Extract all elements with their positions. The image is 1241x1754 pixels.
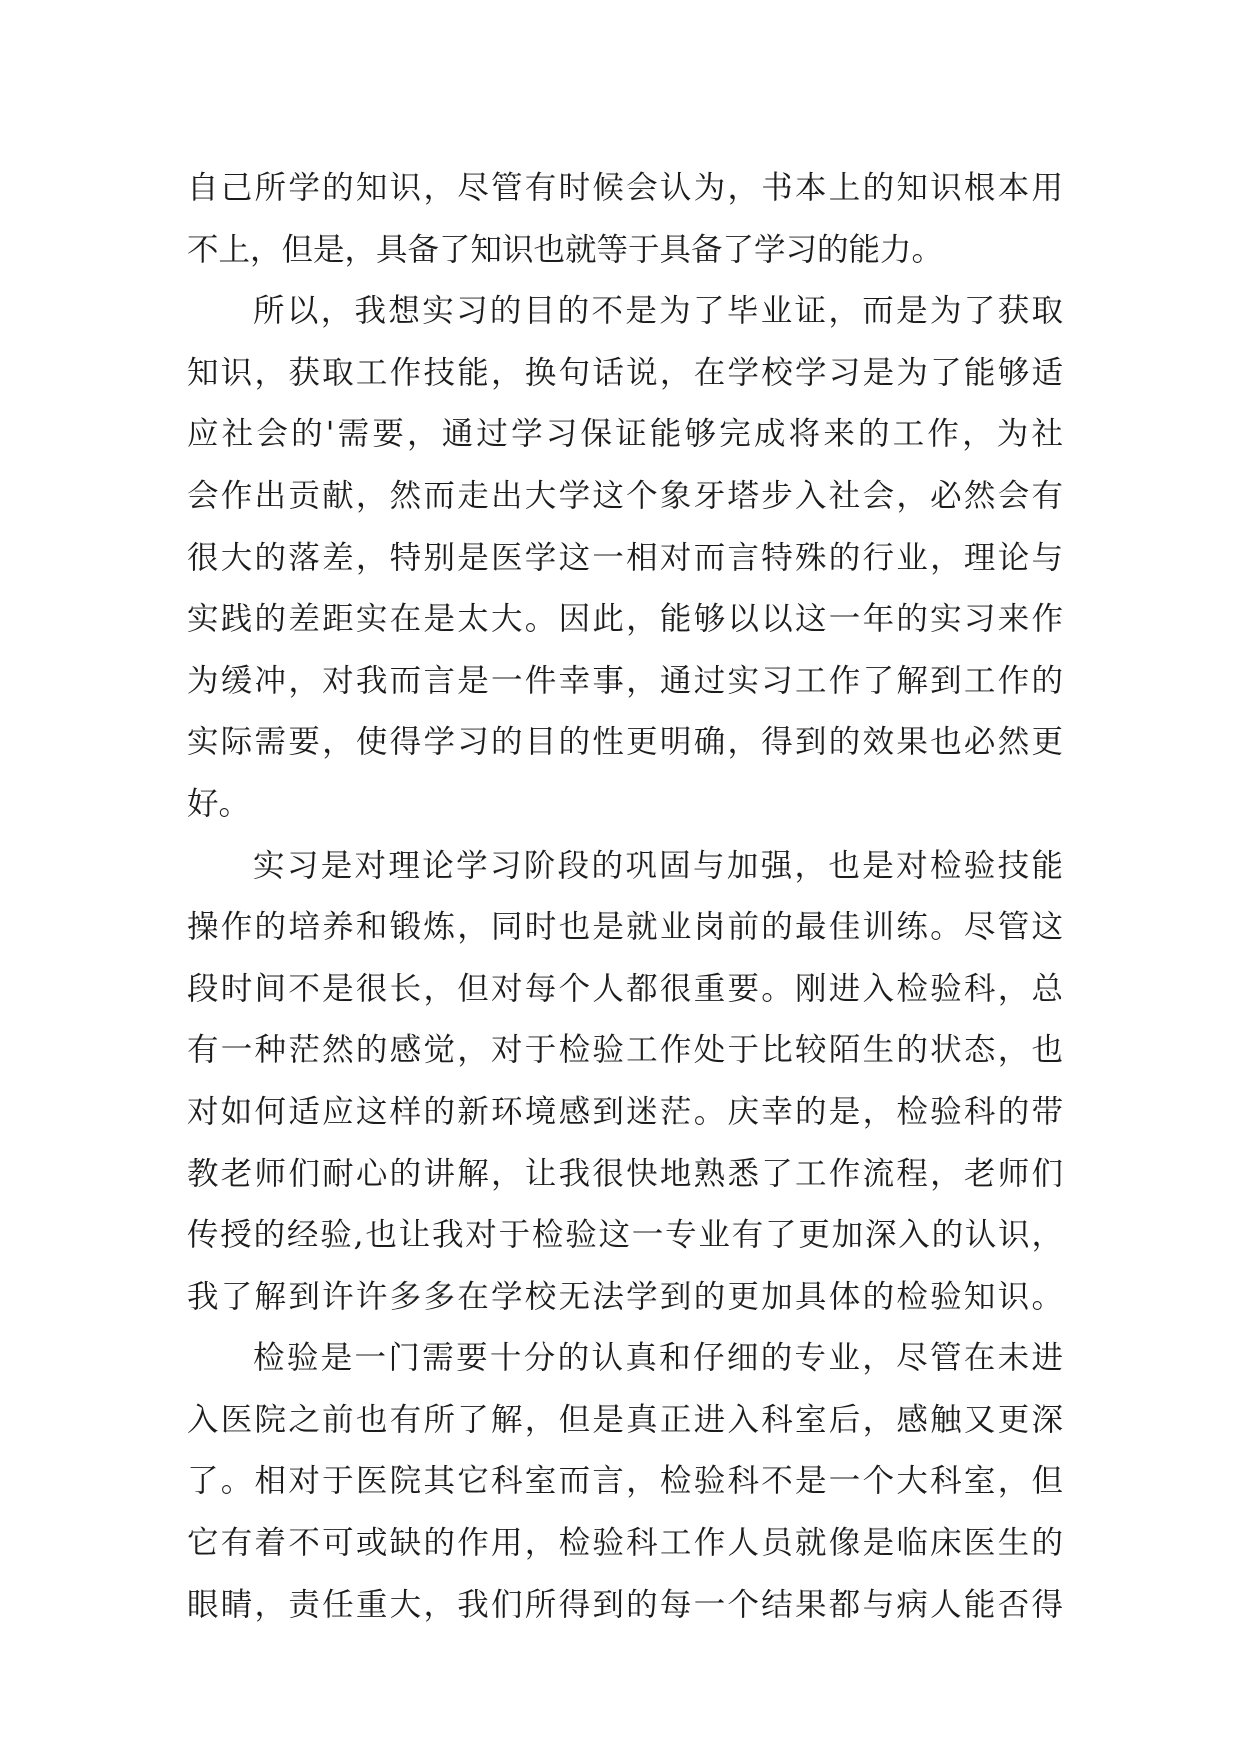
text-line: 操作的培养和锻炼，同时也是就业岗前的最佳训练。尽管这 [187, 909, 1063, 946]
text-line: 应社会的'需要，通过学习保证能够完成将来的工作，为社 [187, 416, 1063, 453]
text-line: 我了解到许许多多在学校无法学到的更加具体的检验知识。 [187, 1278, 1063, 1315]
text-line: 好。 [187, 785, 251, 822]
text-line: 它有着不可或缺的作用，检验科工作人员就像是临床医生的 [187, 1525, 1063, 1562]
text-line: 很大的落差，特别是医学这一相对而言特殊的行业，理论与 [187, 539, 1063, 576]
text-line: 知识，获取工作技能，换句话说，在学校学习是为了能够适 [187, 354, 1063, 391]
paragraph-first-line: 检验是一门需要十分的认真和仔细的专业，尽管在未进 [253, 1340, 1063, 1377]
text-line: 传授的经验,也让我对于检验这一专业有了更加深入的认识， [187, 1217, 1063, 1254]
text-line: 教老师们耐心的讲解，让我很快地熟悉了工作流程，老师们 [187, 1155, 1063, 1192]
text-line: 对如何适应这样的新环境感到迷茫。庆幸的是，检验科的带 [187, 1093, 1063, 1130]
body-text [187, 158, 1063, 1636]
text-line: 了。相对于医院其它科室而言，检验科不是一个大科室，但 [187, 1463, 1063, 1500]
text-line: 不上，但是，具备了知识也就等于具备了学习的能力。 [187, 231, 944, 268]
text-line: 自己所学的知识，尽管有时候会认为，书本上的知识根本用 [187, 170, 1063, 206]
text-line: 实际需要，使得学习的目的性更明确，得到的效果也必然更 [187, 724, 1063, 761]
paragraph-first-line: 所以，我想实习的目的不是为了毕业证，而是为了获取 [253, 293, 1063, 330]
paragraph-first-line: 实习是对理论学习阶段的巩固与加强，也是对检验技能 [253, 847, 1063, 884]
text-line: 有一种茫然的感觉，对于检验工作处于比较陌生的状态，也 [187, 1032, 1063, 1069]
text-line: 为缓冲，对我而言是一件幸事，通过实习工作了解到工作的 [187, 662, 1063, 699]
text-line: 实践的差距实在是太大。因此，能够以以这一年的实习来作 [187, 601, 1063, 638]
text-line: 会作出贡献，然而走出大学这个象牙塔步入社会，必然会有 [187, 477, 1063, 514]
text-line: 段时间不是很长，但对每个人都很重要。刚进入检验科，总 [187, 970, 1063, 1007]
text-line: 入医院之前也有所了解，但是真正进入科室后，感触又更深 [187, 1401, 1063, 1438]
text-line: 眼睛，责任重大，我们所得到的每一个结果都与病人能否得 [187, 1586, 1063, 1623]
